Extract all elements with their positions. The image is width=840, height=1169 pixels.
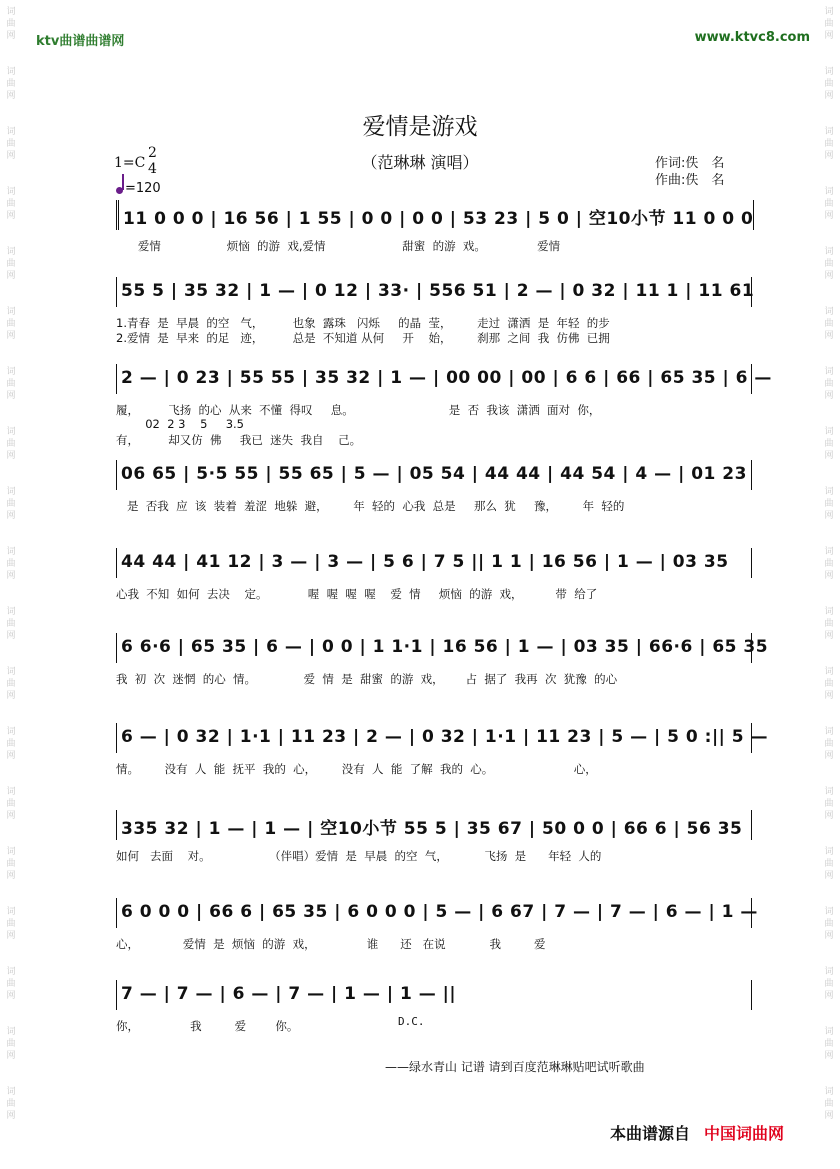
watermark-glyph-block: 词 曲 网 bbox=[6, 847, 16, 881]
watermark-glyph-block: 词 曲 网 bbox=[6, 187, 16, 221]
watermark-glyph-block: 词 曲 网 bbox=[824, 487, 834, 521]
numbered-notation: 335 32 | 1 — | 1 — | 空10小节 55 5 | 35 67 | 50 0 0 | 66 6 | 56 35 bbox=[121, 819, 743, 839]
watermark-glyph-block: 词 曲 网 bbox=[6, 1027, 16, 1061]
lyric-line: 履， 飞扬 的心 从来 不懂 得叹 息。 是 否 我该 潇洒 面对 你， bbox=[116, 403, 601, 417]
watermark-glyph-block: 词 曲 网 bbox=[824, 727, 834, 761]
header-site-name[interactable]: ktv曲谱曲谱网 bbox=[36, 34, 125, 49]
watermark-glyph-block: 词 曲 网 bbox=[824, 127, 834, 161]
staff-line bbox=[116, 277, 755, 307]
lyric-line: 02 2 3 5 3.5 bbox=[116, 417, 244, 431]
staff-line bbox=[116, 723, 769, 753]
meter-top: 2 bbox=[148, 145, 157, 161]
lyric-line: 心我 不知 如何 去决 定。 喔 喔 喔 喔 爱 情 烦恼 的游 戏， 带 给了 bbox=[116, 587, 598, 601]
tempo-marking bbox=[116, 181, 161, 196]
watermark-glyph-block: 词 曲 网 bbox=[824, 667, 834, 701]
watermark-glyph-block: 词 曲 网 bbox=[824, 187, 834, 221]
watermark-glyph-block: 词 曲 网 bbox=[6, 127, 16, 161]
watermark-glyph-block: 词 曲 网 bbox=[824, 1027, 834, 1061]
watermark-glyph-block: 词 曲 网 bbox=[6, 247, 16, 281]
numbered-notation: 6 6·6 | 65 35 | 6 — | 0 0 | 1 1·1 | 16 56 | 1 — | 03 35 | 66·6 | 65 35 bbox=[121, 637, 769, 657]
source-credit bbox=[610, 1121, 784, 1144]
watermark-glyph-block: 词 曲 网 bbox=[6, 667, 16, 701]
watermark-glyph-block: 词 曲 网 bbox=[824, 367, 834, 401]
watermark-glyph-block: 词 曲 网 bbox=[824, 967, 834, 1001]
watermark-glyph-block: 词 曲 网 bbox=[824, 607, 834, 641]
right-watermark-strip bbox=[818, 0, 840, 1169]
watermark-glyph-block: 词 曲 网 bbox=[6, 1087, 16, 1121]
lyric-line: 我 初 次 迷惘 的心 情。 爱 情 是 甜蜜 的游 戏， 占 据了 我再 次 犹豫 的心 bbox=[116, 672, 618, 686]
quarter-note-icon bbox=[116, 187, 123, 194]
numbered-notation: 6 0 0 0 | 66 6 | 65 35 | 6 0 0 0 | 5 — | 6 67 | 7 — | 7 — | 6 — | 1 — bbox=[121, 902, 758, 922]
header-site-url[interactable]: www.ktvc8.com bbox=[694, 30, 810, 45]
numbered-notation: 44 44 | 41 12 | 3 — | 3 — | 5 6 | 7 5 || 1 1 | 16 56 | 1 — | 03 35 bbox=[121, 552, 729, 572]
watermark-glyph-block: 词 曲 网 bbox=[824, 427, 834, 461]
watermark-glyph-block: 词 曲 网 bbox=[824, 547, 834, 581]
numbered-notation: 11 0 0 0 | 16 56 | 1 55 | 0 0 | 0 0 | 53 23 | 5 0 | 空10小节 11 0 0 0 bbox=[123, 209, 754, 229]
key-signature: 1=C bbox=[114, 155, 146, 171]
staff-line bbox=[116, 633, 769, 663]
watermark-glyph-block: 词 曲 网 bbox=[6, 787, 16, 821]
lyric-line: 爱情 烦恼 的游 戏,爱情 甜蜜 的游 戏。 爱情 bbox=[116, 239, 561, 253]
watermark-glyph-block: 词 曲 网 bbox=[6, 487, 16, 521]
watermark-glyph-block: 词 曲 网 bbox=[824, 787, 834, 821]
lyric-line: 情。 没有 人 能 抚平 我的 心， 没有 人 能 了解 我的 心。 心， bbox=[116, 762, 597, 776]
lyric-line: 心， 爱情 是 烦恼 的游 戏， 谁 还 在说 我 爱 bbox=[116, 937, 546, 951]
numbered-notation: 55 5 | 35 32 | 1 — | 0 12 | 33· | 556 51 | 2 — | 0 32 | 11 1 | 11 61 bbox=[121, 281, 755, 301]
watermark-glyph-block: 词 曲 网 bbox=[6, 547, 16, 581]
watermark-glyph-block: 词 曲 网 bbox=[6, 307, 16, 341]
lyric-line: 是 否我 应 该 装着 羞涩 地躲 避， 年 轻的 心我 总是 那么 犹 豫， 年 轻的 bbox=[116, 499, 625, 513]
watermark-glyph-block: 词 曲 网 bbox=[6, 67, 16, 101]
watermark-glyph-block: 词 曲 网 bbox=[6, 607, 16, 641]
watermark-glyph-block: 词 曲 网 bbox=[824, 847, 834, 881]
watermark-glyph-block: 词 曲 网 bbox=[824, 247, 834, 281]
transcriber-note: ——绿水青山 记谱 请到百度范琳琳贴吧试听歌曲 bbox=[385, 1060, 645, 1074]
lyric-line: 2.爱情 是 早来 的足 迹， 总是 不知道 从何 开 始， 刹那 之间 我 仿佛 已拥 bbox=[116, 331, 610, 345]
watermark-glyph-block: 词 曲 网 bbox=[824, 67, 834, 101]
lyricist-credit: 作词:佚 名 bbox=[655, 156, 725, 171]
singer-line: （范琳琳 演唱） bbox=[361, 153, 479, 172]
staff-line bbox=[116, 980, 752, 1010]
left-watermark-strip bbox=[0, 0, 22, 1169]
time-signature bbox=[148, 145, 157, 177]
tempo-value: =120 bbox=[125, 181, 161, 196]
lyric-line: 如何 去面 对。 （伴唱）爱情 是 早晨 的空 气， 飞扬 是 年轻 人的 bbox=[116, 849, 602, 863]
watermark-glyph-block: 词 曲 网 bbox=[824, 7, 834, 41]
watermark-glyph-block: 词 曲 网 bbox=[6, 427, 16, 461]
numbered-notation: 06 65 | 5·5 55 | 55 65 | 5 — | 05 54 | 44 44 | 44 54 | 4 — | 01 23 bbox=[121, 464, 747, 484]
staff-line bbox=[116, 898, 758, 928]
lyric-line: 有， 却又仿 佛 我已 迷失 我自 己。 bbox=[116, 433, 362, 447]
lyric-line: 1.青春 是 早晨 的空 气， 也象 露珠 闪烁 的晶 莹， 走过 潇洒 是 年轻 的步 bbox=[116, 316, 610, 330]
watermark-glyph-block: 词 曲 网 bbox=[6, 907, 16, 941]
watermark-glyph-block: 词 曲 网 bbox=[6, 7, 16, 41]
numbered-notation: 2 — | 0 23 | 55 55 | 35 32 | 1 — | 00 00 | 00 | 6 6 | 66 | 65 35 | 6 — bbox=[121, 368, 772, 388]
watermark-glyph-block: 词 曲 网 bbox=[6, 367, 16, 401]
staff-line bbox=[116, 810, 752, 840]
staff-line bbox=[116, 200, 754, 230]
source-site-link[interactable]: 中国词曲网 bbox=[704, 1124, 785, 1143]
da-capo-mark: D.C. bbox=[398, 1015, 425, 1028]
composer-credit: 作曲:佚 名 bbox=[655, 173, 725, 188]
watermark-glyph-block: 词 曲 网 bbox=[824, 907, 834, 941]
staff-line bbox=[116, 364, 772, 394]
watermark-glyph-block: 词 曲 网 bbox=[6, 727, 16, 761]
lyric-line: 你， 我 爱 你。 bbox=[116, 1019, 299, 1033]
numbered-notation: 6 — | 0 32 | 1·1 | 11 23 | 2 — | 0 32 | 1·1 | 11 23 | 5 — | 5 0 :|| 5 — bbox=[121, 727, 769, 747]
watermark-glyph-block: 词 曲 网 bbox=[824, 307, 834, 341]
watermark-glyph-block: 词 曲 网 bbox=[824, 1087, 834, 1121]
watermark-glyph-block: 词 曲 网 bbox=[6, 967, 16, 1001]
staff-line bbox=[116, 460, 752, 490]
source-prefix: 本曲谱源自 bbox=[610, 1124, 691, 1143]
numbered-notation: 7 — | 7 — | 6 — | 7 — | 1 — | 1 — || bbox=[121, 984, 457, 1004]
meter-bottom: 4 bbox=[148, 161, 157, 177]
song-title: 爱情是游戏 bbox=[362, 114, 478, 140]
staff-line bbox=[116, 548, 752, 578]
